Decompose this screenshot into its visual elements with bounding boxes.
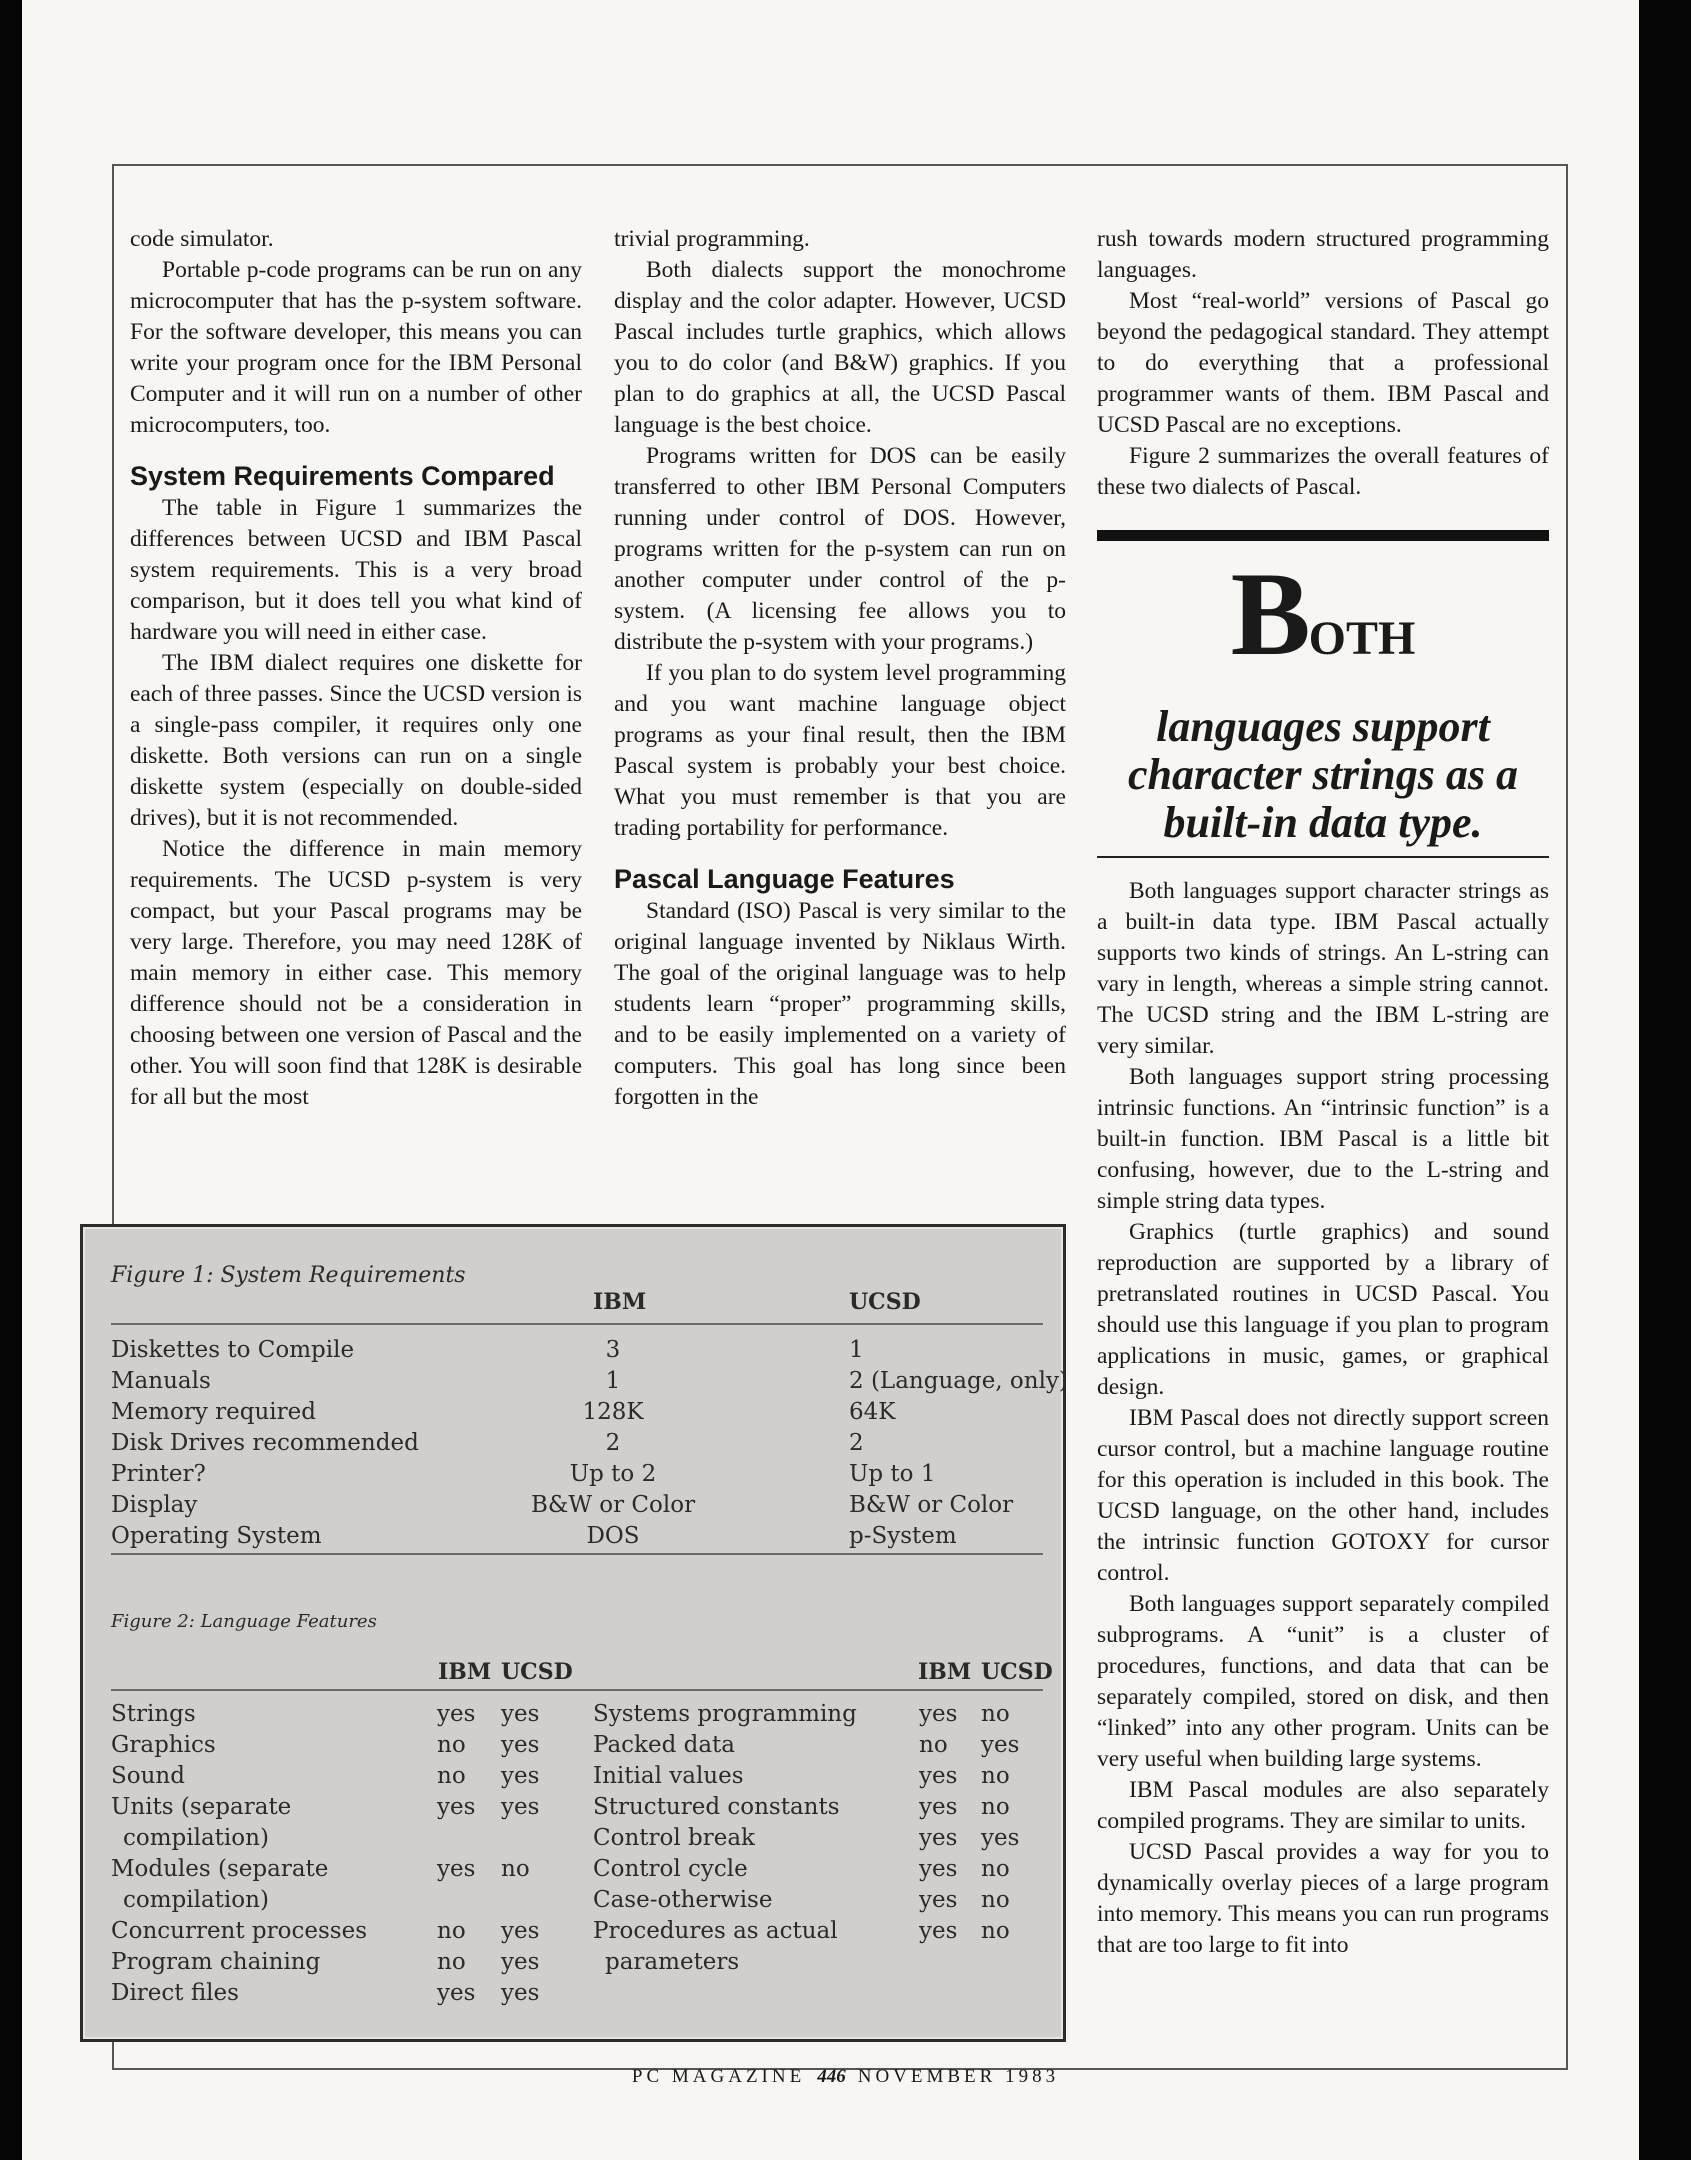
pullquote	[1097, 547, 1549, 847]
pullquote-top-rule	[1097, 530, 1549, 541]
figure2-row-ibm: no	[437, 1918, 466, 1944]
figure1-header-ucsd: UCSD	[849, 1289, 921, 1315]
figure2-row-ucsd: yes	[501, 1701, 540, 1727]
figure1-row-ucsd: 2 (Language, only)	[849, 1368, 1068, 1394]
figure2-row-ibm: yes	[919, 1763, 958, 1789]
figure1-row-ibm: 1	[605, 1368, 621, 1394]
figure2-row-label: Sound	[111, 1763, 185, 1789]
figure2-row-ibm: yes	[919, 1918, 958, 1944]
figure2-row-ibm: yes	[919, 1701, 958, 1727]
figure2-right-header-ibm: IBM	[918, 1659, 972, 1685]
article-column-1	[130, 224, 582, 1113]
figure1-row-ucsd: 2	[849, 1430, 864, 1456]
figure2-left-header-ibm: IBM	[438, 1659, 492, 1685]
figure2-row-label: Packed data	[593, 1732, 736, 1758]
figure2-row-label: Concurrent processes	[111, 1918, 367, 1944]
paragraph: Both dialects support the monochrome display and the color adapter. However, UCSD Pascal includes turtle graphics, which allows you to do color (and B&W) graphics. If you plan to do graphics at all, the UCSD Pascal language is the best choice.	[614, 257, 1066, 438]
paragraph: Portable p-code programs can be run on any microcomputer that has the p-system software. For the software developer, this means you can write your program once for the IBM Personal Computer and it will run on a number of other microcomputers, too.	[130, 257, 582, 438]
figure1-row-label: Disk Drives recommended	[111, 1430, 419, 1456]
figure1-row-label: Manuals	[111, 1368, 211, 1394]
figure1-row-label: Operating System	[111, 1523, 322, 1549]
figure2-row-ucsd: no	[981, 1887, 1010, 1913]
figure2-row-label: Modules (separate	[111, 1856, 329, 1882]
figure1-row-ucsd: p-System	[849, 1523, 957, 1549]
figure1-row-label: Memory required	[111, 1399, 316, 1425]
figure2-row-label: Program chaining	[111, 1949, 321, 1975]
figure2-row-label: Strings	[111, 1701, 196, 1727]
paragraph: IBM Pascal modules are also separately compiled programs. They are similar to units.	[1097, 1777, 1549, 1834]
figure2-row-label: Graphics	[111, 1732, 216, 1758]
figure1-row-ucsd: 64K	[849, 1399, 896, 1425]
paragraph: Both languages support string processing intrinsic functions. An “intrinsic function” is a built-in function. IBM Pascal is a little bit confusing, however, due to the L-string and simple string data types.	[1097, 1064, 1549, 1214]
pullquote-initial: B	[1230, 547, 1309, 680]
paragraph: Notice the difference in main memory requirements. The UCSD p-system is very compact, but your Pascal programs may be very large. Therefore, you may need 128K of main memory in either case. This memory difference should not be a consideration in choosing between one version of Pascal and the other. You will soon find that 128K is desirable for all but the most	[130, 836, 582, 1110]
article-column-3-top	[1097, 224, 1549, 503]
figure2-row-ibm: yes	[437, 1980, 476, 2006]
figure1-row-ibm: 128K	[582, 1399, 644, 1425]
figure2-row-ibm: yes	[919, 1887, 958, 1913]
article-column-3-bottom	[1097, 876, 1549, 1961]
figure2-row-ucsd: no	[981, 1701, 1010, 1727]
figure1-row-ucsd: Up to 1	[849, 1461, 936, 1487]
figure2-row-label: Procedures as actual	[593, 1918, 838, 1944]
figure2-row-ucsd: yes	[501, 1918, 540, 1944]
pullquote-initial-rest: OTH	[1308, 612, 1416, 665]
paragraph: Figure 2 summarizes the overall features of these two dialects of Pascal.	[1097, 443, 1549, 500]
paragraph: If you plan to do system level programming and you want machine language object programs as your final result, then the IBM Pascal system is probably your best choice. What you must remember is that you are trading portability for performance.	[614, 660, 1066, 841]
figure2-row-label: Case-otherwise	[593, 1887, 773, 1913]
figure2-row-ibm: no	[437, 1949, 466, 1975]
paragraph: Graphics (turtle graphics) and sound reproduction are supported by a library of pretranslated routines in UCSD Pascal. You should use this language if you plan to program applications in music, games, or graphical design.	[1097, 1219, 1549, 1400]
article-column-2	[614, 224, 1066, 1113]
figure2-row-ucsd: no	[981, 1794, 1010, 1820]
figure1-row-ucsd: 1	[849, 1337, 864, 1363]
figure2-row-label-cont: compilation)	[123, 1825, 269, 1851]
figure2-row-ibm: yes	[437, 1856, 476, 1882]
paragraph: Most “real-world” versions of Pascal go beyond the pedagogical standard. They attempt to do everything that a professional programmer wants of them. IBM Pascal and UCSD Pascal are no exceptions.	[1097, 288, 1549, 438]
figure2-row-ucsd: yes	[981, 1732, 1020, 1758]
figure1-header-ibm: IBM	[593, 1289, 647, 1315]
figure2-row-ibm: yes	[919, 1825, 958, 1851]
figure1-row-ibm: 3	[605, 1337, 621, 1363]
figure2-row-label: Direct files	[111, 1980, 239, 2006]
figure2-row-ucsd: no	[501, 1856, 530, 1882]
figure2-row-ibm: no	[437, 1763, 466, 1789]
figure2-row-label-cont: parameters	[605, 1949, 740, 1975]
figure2-row-ucsd: no	[981, 1856, 1010, 1882]
figure1-header-rule	[111, 1323, 1043, 1325]
figure2-right-header-ucsd: UCSD	[981, 1659, 1053, 1685]
scan-edge-left	[0, 0, 22, 2160]
figure1-bottom-rule	[111, 1553, 1043, 1555]
figure2-row-ibm: no	[437, 1732, 466, 1758]
paragraph: Both languages support character strings as a built-in data type. IBM Pascal actually supports two kinds of strings. An L-string can vary in length, whereas a simple string cannot. The UCSD string and the IBM L-string are very similar.	[1097, 878, 1549, 1059]
figure2-row-label: Initial values	[593, 1763, 744, 1789]
paragraph: Both languages support separately compiled subprograms. A “unit” is a cluster of procedures, functions, and data that can be separately compiled, stored on disk, and then “linked” into any other program. Units can be very useful when building large systems.	[1097, 1591, 1549, 1772]
paragraph: Standard (ISO) Pascal is very similar to the original language invented by Niklaus Wirth. The goal of the original language was to help students learn “proper” programming skills, and to be easily implemented on a variety of computers. This goal has long since been forgotten in the	[614, 898, 1066, 1110]
figure2-row-ucsd: yes	[501, 1949, 540, 1975]
figure1-row-ibm: B&W or Color	[530, 1492, 696, 1518]
figure2-row-label-cont: compilation)	[123, 1887, 269, 1913]
pullquote-text: languages support character strings as a built-in data type.	[1128, 702, 1518, 847]
figure1-row-label: Printer?	[111, 1461, 206, 1487]
figure2-row-label: Control cycle	[593, 1856, 748, 1882]
figure2-row-ucsd: yes	[501, 1980, 540, 2006]
section-heading: Pascal Language Features	[614, 864, 955, 894]
footer-magazine: PC MAGAZINE	[631, 2066, 806, 2087]
paragraph: The IBM dialect requires one diskette for each of three passes. Since the UCSD version is a single-pass compiler, it requires only one diskette. Both versions can run on a single diskette system (especially on double-sided drives), but it is not recommended.	[130, 650, 582, 831]
figure2-row-label: Control break	[593, 1825, 755, 1851]
paragraph: IBM Pascal does not directly support screen cursor control, but a machine language routine for this operation is included in this book. The UCSD language, on the other hand, includes the intrinsic function GOTOXY for cursor control.	[1097, 1405, 1549, 1586]
figure2-row-ibm: yes	[919, 1794, 958, 1820]
paragraph: code simulator.	[130, 226, 274, 252]
figure2-header-rule	[111, 1689, 1043, 1691]
figure1-row-label: Diskettes to Compile	[111, 1337, 355, 1363]
pullquote-bottom-rule	[1097, 856, 1549, 858]
figure2-row-ucsd: yes	[981, 1825, 1020, 1851]
figure1-row-ibm: Up to 2	[569, 1461, 657, 1487]
paragraph: trivial programming.	[614, 226, 810, 252]
figure2-row-label: Structured constants	[593, 1794, 840, 1820]
figure2-row-ucsd: yes	[501, 1732, 540, 1758]
figure2-row-ucsd: no	[981, 1763, 1010, 1789]
figure1-row-ibm: DOS	[586, 1523, 640, 1549]
paragraph: UCSD Pascal provides a way for you to dynamically overlay pieces of a large program into memory. This means you can run programs that are too large to fit into	[1097, 1839, 1549, 1958]
figure2-row-ibm: yes	[437, 1701, 476, 1727]
figure1-row-label: Display	[111, 1492, 198, 1518]
figure2-row-label: Systems programming	[593, 1701, 857, 1727]
scan-edge-right	[1639, 0, 1691, 2160]
paragraph: The table in Figure 1 summarizes the differences between UCSD and IBM Pascal system requirements. This is a very broad comparison, but it does tell you what kind of hardware you will need in either case.	[130, 495, 582, 645]
paragraph: rush towards modern structured programming languages.	[1097, 226, 1549, 283]
section-heading: System Requirements Compared	[130, 461, 555, 491]
figure2-left-header-ucsd: UCSD	[501, 1659, 573, 1685]
figure2-row-ibm: no	[919, 1732, 948, 1758]
figure2-row-ucsd: no	[981, 1918, 1010, 1944]
figure2-row-ibm: yes	[919, 1856, 958, 1882]
page-footer	[0, 2066, 1691, 2088]
figure1-row-ucsd: B&W or Color	[849, 1492, 1014, 1518]
pullquote-lead-word	[1097, 547, 1549, 697]
paragraph: Programs written for DOS can be easily transferred to other IBM Personal Computers running under control of DOS. However, programs written for the p-system can run on another computer under control of the p-system. (A licensing fee allows you to distribute the p-system with your programs.)	[614, 443, 1066, 655]
figure1-row-ibm: 2	[605, 1430, 621, 1456]
figure2-row-ucsd: yes	[501, 1763, 540, 1789]
figure2-caption: Figure 2: Language Features	[111, 1611, 377, 1632]
figure2-row-label: Units (separate	[111, 1794, 292, 1820]
figure1-caption: Figure 1: System Requirements	[111, 1263, 466, 1288]
figure2-row-ucsd: yes	[501, 1794, 540, 1820]
footer-date: NOVEMBER 1983	[857, 2066, 1060, 2087]
footer-page-number: 446	[817, 2066, 846, 2087]
figure2-row-ibm: yes	[437, 1794, 476, 1820]
figures-box	[80, 1224, 1066, 2042]
